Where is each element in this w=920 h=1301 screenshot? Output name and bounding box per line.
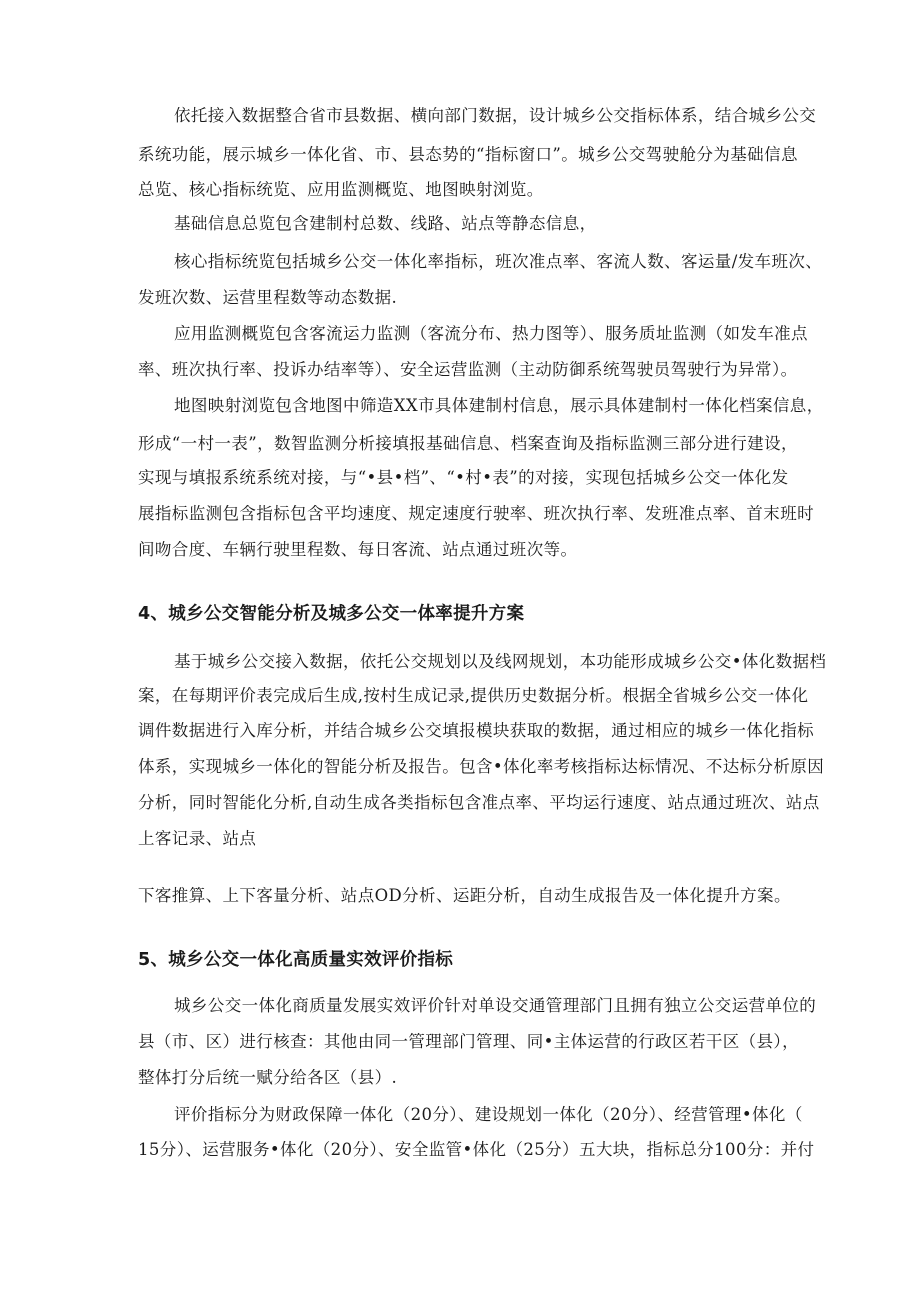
paragraph-line: 发班次数、运营里程数等动态数据. xyxy=(138,288,398,307)
paragraph-line: 上客记录、站点 xyxy=(138,829,257,848)
paragraph-line: 总览、核心指标统览、应用监测概览、地图映射浏览。 xyxy=(138,180,544,199)
paragraph-line: 评价指标分为财政保障一体化（20分）、建设规划一体化（20分）、经营管理•体化（ xyxy=(174,1105,803,1124)
paragraph-line: 依托接入数据整合省市县数据、横向部门数据，设计城乡公交指标体系，结合城乡公交 xyxy=(174,106,817,125)
paragraph-line: 系统功能，展示城乡一体化省、市、县态势的“指标窗口”。城乡公交驾驶舱分为基础信息 xyxy=(138,145,798,164)
paragraph-line: 地图映射浏览包含地图中筛造XX市具体建制村信息，展示具体建制村一体化档案信息， xyxy=(174,396,824,415)
paragraph-line: 基础信息总览包含建制村总数、线路、站点等静态信息， xyxy=(174,214,597,233)
paragraph-line: 应用监测概览包含客流运力监测（客流分布、热力图等）、服务质址监测（如发车准点 xyxy=(174,324,808,343)
paragraph-line: 城乡公交一体化商质量发展实效评价针对单设交通管理部门且拥有独立公交运营单位的 xyxy=(174,996,817,1015)
paragraph-line: 分析，同时智能化分析,自动生成各类指标包含准点率、平均运行速度、站点通过班次、站点 xyxy=(138,793,820,812)
paragraph-line: 率、班次执行率、投诉办结率等）、安全运营监测（主动防御系统驾驶员驾驶行为异常）。 xyxy=(138,360,798,379)
paragraph-line: 间吻合度、车辆行驶里程数、每日客流、站点通过班次等。 xyxy=(138,540,578,559)
section-heading-5: 5、城乡公交一体化高质量实效评价指标 xyxy=(138,950,454,970)
paragraph-line: 整体打分后统一赋分给各区（县）. xyxy=(138,1068,398,1087)
paragraph-line: 形成“一村一表”，数智监测分析接填报基础信息、档案查询及指标监测三部分进行建设， xyxy=(138,434,798,453)
paragraph-line: 案，在每期评价表完成后生成,按村生成记录,提供历史数据分析。根据全省城乡公交一体化 xyxy=(138,686,809,705)
paragraph-line: 核心指标统览包括城乡公交一体化率指标，班次准点率、客流人数、客运量/发车班次、 xyxy=(174,252,823,271)
paragraph-line: 基于城乡公交接入数据，依托公交规划以及线网规划，本功能形成城乡公交•体化数据档 xyxy=(174,652,827,671)
paragraph-line: 展指标监测包含指标包含平均速度、规定速度行驶率、班次执行率、发班准点率、首末班时 xyxy=(138,504,814,523)
paragraph-line: 调件数据进行入库分析，并结合城乡公交填报模块获取的数据，通过相应的城乡一体化指标 xyxy=(138,721,814,740)
paragraph-line: 下客推算、上下客量分析、站点OD分析、运距分析，自动生成报告及一体化提升方案。 xyxy=(138,886,791,905)
paragraph-line: 体系，实现城乡一体化的智能分析及报告。包含•体化率考核指标达标情况、不达标分析原因 xyxy=(138,757,825,776)
paragraph-line: 县（市、区）进行核查：其他由同一管理部门管理、同•主体运营的行政区若干区（县）， xyxy=(138,1032,799,1051)
paragraph-line: 实现与填报系统系统对接，与“•县•档”、“•村•表”的对接，实现包括城乡公交一体化发 xyxy=(138,468,789,487)
paragraph-line: 15分）、运营服务•体化（20分）、安全监管•体化（25分）五大块，指标总分100分：并付 xyxy=(138,1140,815,1159)
section-heading-4: 4、城乡公交智能分析及城多公交一体率提升方案 xyxy=(138,604,525,624)
